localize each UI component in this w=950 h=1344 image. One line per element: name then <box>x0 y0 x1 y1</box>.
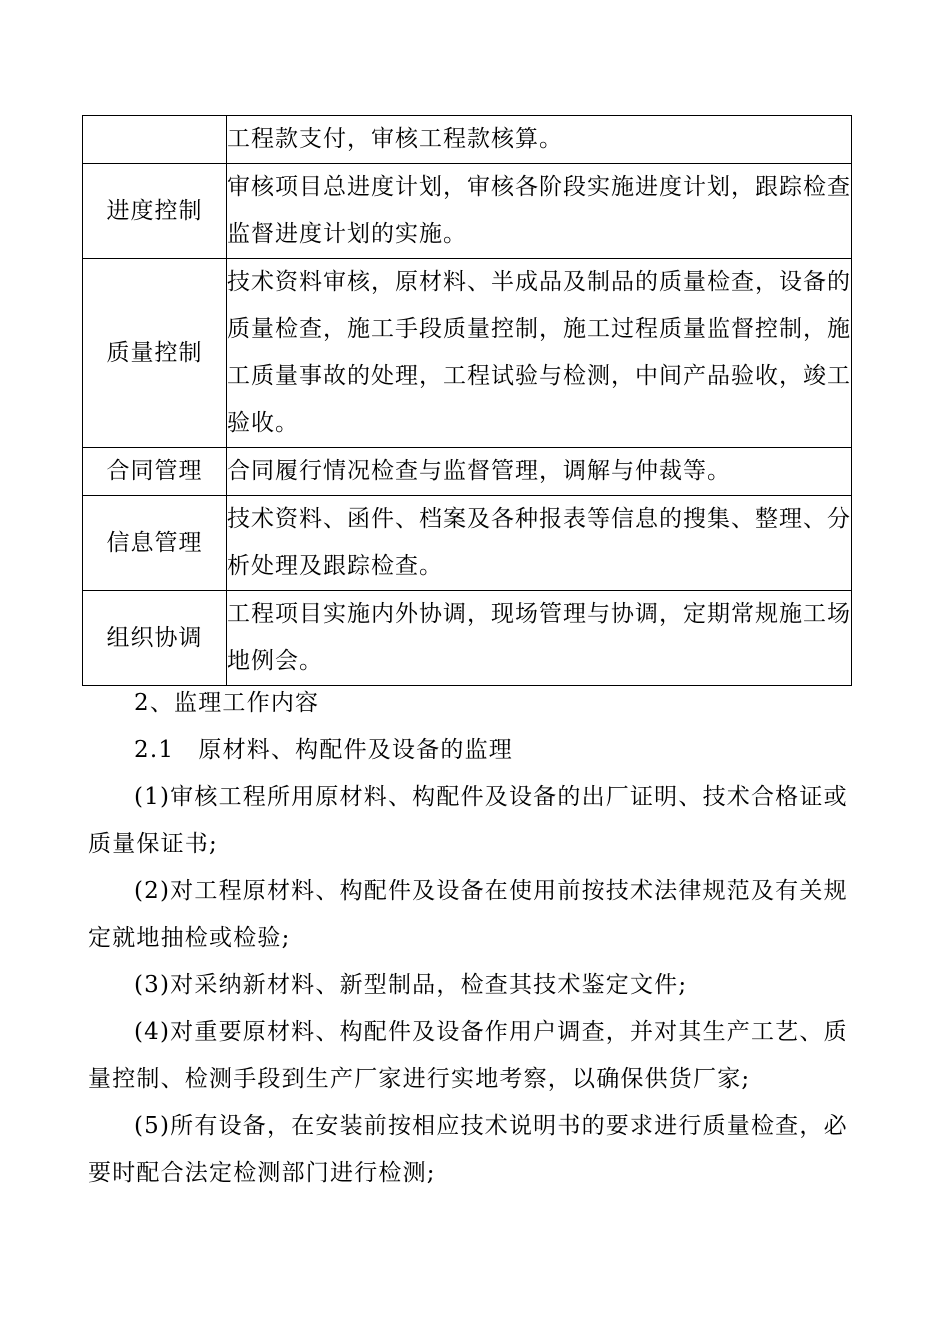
category-cell: 进度控制 <box>83 164 227 259</box>
list-item: (5)所有设备，在安装前按相应技术说明书的要求进行质量检查，必要时配合法定检测部门进行检测; <box>88 1113 848 1186</box>
table-row <box>83 259 852 448</box>
category-cell: 质量控制 <box>83 259 227 448</box>
list-item: (4)对重要原材料、构配件及设备作用户调查，并对其生产工艺、质量控制、检测手段到生产厂家进行实地考察，以确保供货厂家; <box>88 1019 848 1092</box>
section-heading: 2、监理工作内容 <box>134 690 320 716</box>
body-text <box>88 680 868 1197</box>
category-cell: 合同管理 <box>83 448 227 496</box>
description-cell: 审核项目总进度计划，审核各阶段实施进度计划，跟踪检查监督进度计划的实施。 <box>227 164 852 259</box>
table-row <box>83 448 852 496</box>
supervision-duties-table <box>82 115 852 686</box>
description-cell: 工程款支付，审核工程款核算。 <box>227 116 852 164</box>
category-cell: 组织协调 <box>83 591 227 686</box>
description-cell: 技术资料审核，原材料、半成品及制品的质量检查，设备的质量检查，施工手段质量控制，施工过程质量监督控制，施工质量事故的处理，工程试验与检测，中间产品验收，竣工验收。 <box>227 259 852 448</box>
table-row <box>83 116 852 164</box>
table-row <box>83 496 852 591</box>
category-cell: 信息管理 <box>83 496 227 591</box>
description-cell: 技术资料、函件、档案及各种报表等信息的搜集、整理、分析处理及跟踪检查。 <box>227 496 852 591</box>
list-item: (2)对工程原材料、构配件及设备在使用前按技术法律规范及有关规定就地抽检或检验; <box>88 878 848 951</box>
list-item: (1)审核工程所用原材料、构配件及设备的出厂证明、技术合格证或质量保证书; <box>88 784 848 857</box>
category-cell <box>83 116 227 164</box>
subsection-heading: 2.1 原材料、构配件及设备的监理 <box>134 737 513 763</box>
description-cell: 工程项目实施内外协调，现场管理与协调，定期常规施工场地例会。 <box>227 591 852 686</box>
list-item: (3)对采纳新材料、新型制品，检查其技术鉴定文件; <box>134 972 688 998</box>
table-row <box>83 164 852 259</box>
description-cell: 合同履行情况检查与监督管理，调解与仲裁等。 <box>227 448 852 496</box>
table-row <box>83 591 852 686</box>
